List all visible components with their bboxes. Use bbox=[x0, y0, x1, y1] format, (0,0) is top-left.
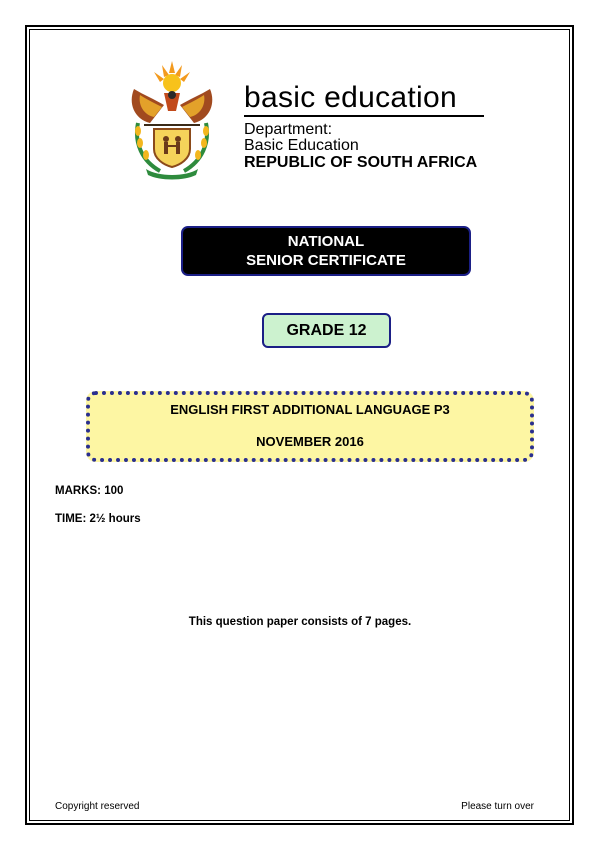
footer-turn-over: Please turn over bbox=[461, 801, 534, 812]
south-africa-coat-of-arms-icon bbox=[124, 59, 220, 183]
time-info: TIME: 2½ hours bbox=[55, 513, 141, 525]
brand-title: basic education bbox=[244, 81, 457, 114]
certificate-banner bbox=[181, 226, 471, 276]
subject-title: ENGLISH FIRST ADDITIONAL LANGUAGE P3 bbox=[170, 402, 450, 417]
brand-underline bbox=[244, 115, 484, 117]
certificate-line-2: SENIOR CERTIFICATE bbox=[246, 252, 406, 269]
certificate-line-1: NATIONAL bbox=[287, 233, 365, 250]
subject-panel bbox=[86, 391, 534, 462]
department-name: Basic Education bbox=[244, 137, 359, 154]
department-label: Department: bbox=[244, 121, 333, 138]
footer-copyright: Copyright reserved bbox=[55, 801, 140, 812]
page-count-note: This question paper consists of 7 pages. bbox=[188, 616, 412, 628]
country-name: REPUBLIC OF SOUTH AFRICA bbox=[244, 154, 478, 171]
marks-info: MARKS: 100 bbox=[55, 485, 124, 497]
exam-session: NOVEMBER 2016 bbox=[256, 434, 364, 449]
grade-badge: GRADE 12 bbox=[262, 313, 391, 348]
